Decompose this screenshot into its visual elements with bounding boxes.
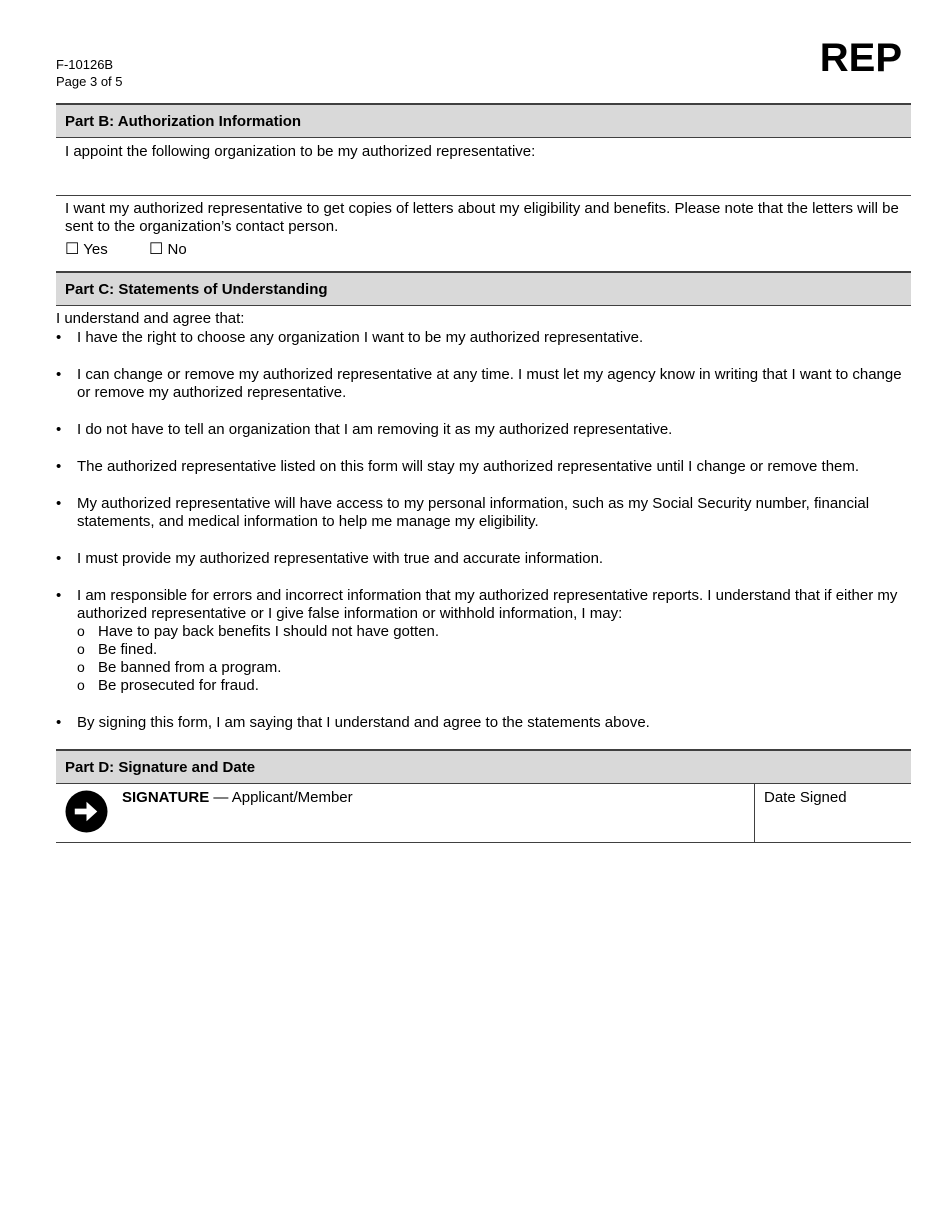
letters-question — [56, 196, 911, 271]
form-content — [56, 103, 911, 843]
yes-checkbox[interactable]: ☐ — [65, 241, 80, 258]
no-checkbox[interactable]: ☐ — [149, 241, 164, 258]
statement-item: • I must provide my authorized representative with true and accurate information. — [56, 550, 911, 568]
statements-intro: I understand and agree that: — [56, 310, 245, 327]
no-label: No — [167, 241, 187, 258]
date-signed-field[interactable] — [755, 784, 911, 842]
statement-item: • By signing this form, I am saying that I understand and agree to the statements above. — [56, 714, 911, 732]
appoint-text: I appoint the following organization to be my authorized representative: — [65, 143, 536, 160]
form-number: F-10126B — [56, 57, 114, 72]
form-identifier — [56, 56, 123, 90]
statement-item: • I am responsible for errors and incorrect information that my authorized representative reports. I understand that if either my authorized representative or I give false information or withhold information, I may: o Have to pay back benefits I should not have gotten. o Be fined. o Be banned from a program. o Be prosecuted for fraud. — [56, 587, 911, 695]
form-code: REP — [819, 36, 902, 80]
consequence-item: o Be fined. — [77, 641, 911, 659]
appoint-field[interactable] — [56, 138, 911, 196]
part-d-header: Part D: Signature and Date — [56, 749, 911, 784]
statement-item: • I can change or remove my authorized representative at any time. I must let my agency know in writing that I want to change or remove my authorized representative. — [56, 366, 911, 402]
no-option[interactable] — [149, 241, 233, 259]
arrow-right-circle-icon — [65, 790, 108, 833]
statement-item: • The authorized representative listed on this form will stay my authorized representative until I change or remove them. — [56, 458, 911, 476]
signature-label-bold: SIGNATURE — [122, 789, 210, 806]
part-b-header: Part B: Authorization Information — [56, 103, 911, 138]
consequence-item: o Have to pay back benefits I should not have gotten. — [77, 623, 911, 641]
signature-row — [56, 784, 911, 843]
consequence-item: o Be prosecuted for fraud. — [77, 677, 911, 695]
yes-label: Yes — [83, 241, 108, 258]
consequences-list — [77, 623, 911, 695]
part-c-header: Part C: Statements of Understanding — [56, 271, 911, 306]
signature-field[interactable] — [56, 784, 755, 842]
page-number: Page 3 of 5 — [56, 74, 123, 89]
signature-label-rest: — Applicant/Member — [209, 789, 353, 806]
statement-item: • I have the right to choose any organization I want to be my authorized representative. — [56, 329, 911, 347]
date-signed-label: Date Signed — [764, 789, 847, 806]
letters-text: I want my authorized representative to get copies of letters about my eligibility and benefits. Please note that the letters will be sent to the organization’s contact person. — [65, 200, 899, 235]
yes-option[interactable] — [65, 241, 149, 259]
signature-label — [122, 789, 353, 806]
statement-item: • My authorized representative will have access to my personal information, such as my Social Security number, financial statements, and medical information to help me manage my eligibility. — [56, 495, 911, 531]
letters-options — [65, 241, 902, 259]
statements-list — [56, 329, 911, 732]
consequence-item: o Be banned from a program. — [77, 659, 911, 677]
statement-item: • I do not have to tell an organization that I am removing it as my authorized representative. — [56, 421, 911, 439]
